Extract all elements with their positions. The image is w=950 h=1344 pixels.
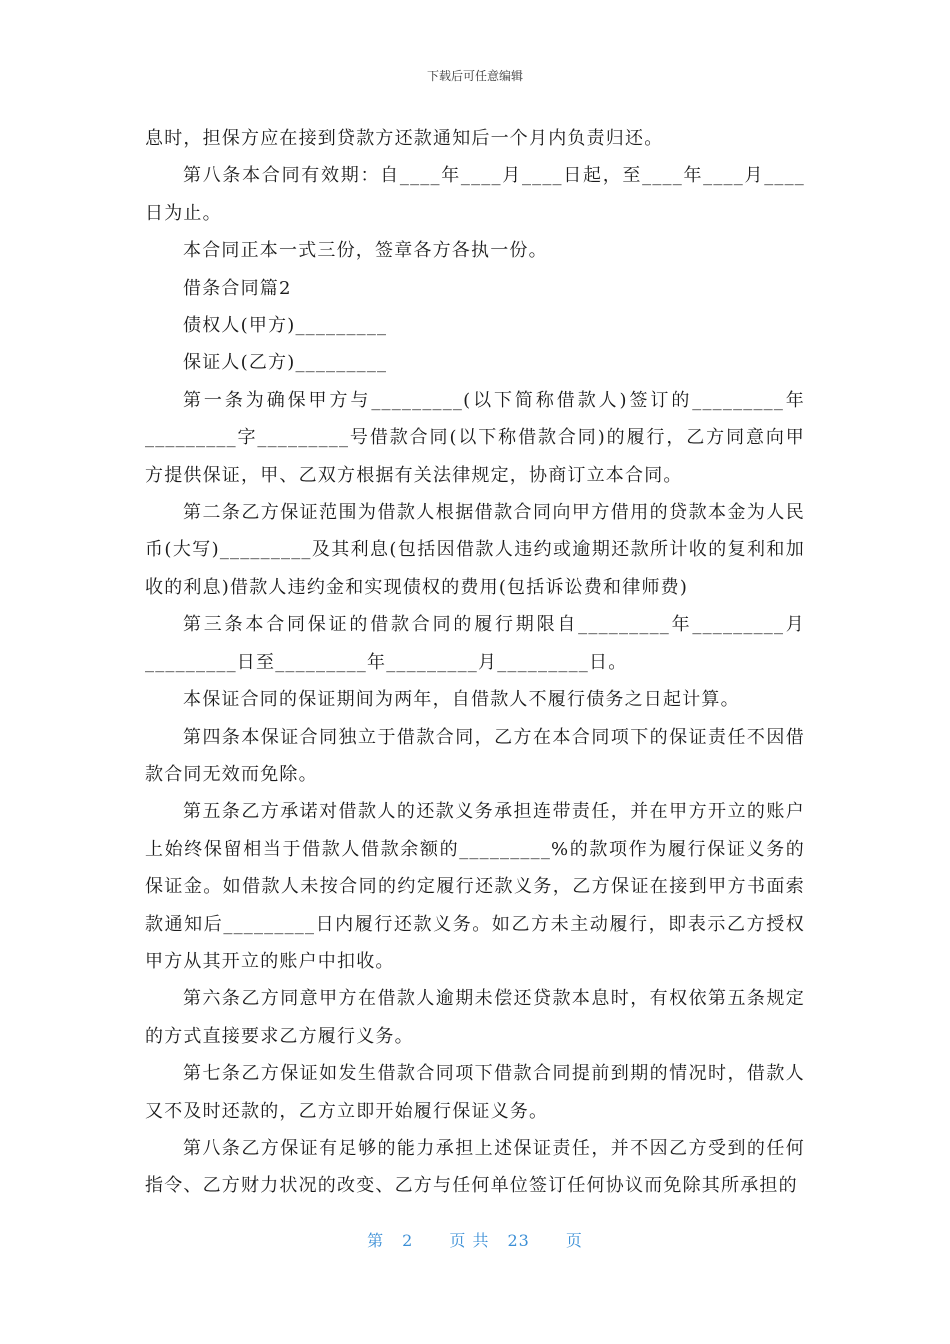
paragraph: 第五条乙方承诺对借款人的还款义务承担连带责任，并在甲方开立的账户上始终保留相当于借款人借款余额的_________%的款项作为履行保证义务的保证金。如借款人未按合同的约定履行还款义务，乙方保证在接到甲方书面索款通知后_________日内履行还款义务。如乙方未主动履行，即表示乙方授权甲方从其开立的账户中扣收。 [145,801,805,972]
footer-suffix: 页 [565,1231,583,1250]
page-header: 下载后可任意编辑 [426,69,523,83]
paragraph: 第八条本合同有效期：自____年____月____日起，至____年____月____日为止。 [145,165,805,224]
paragraph: 第八条乙方保证有足够的能力承担上述保证责任，并不因乙方受到的任何指令、乙方财力状况的改变、乙方与任何单位签订任何协议而免除其所承担的 [145,1137,805,1197]
paragraph: 第四条本保证合同独立于借款合同，乙方在本合同项下的保证责任不因借款合同无效而免除。 [145,726,805,785]
page-footer [0,1228,950,1251]
footer-total-pages: 23 [507,1231,530,1250]
paragraph: 债权人(甲方)_________ [183,315,388,337]
paragraph: 保证人(乙方)_________ [183,352,388,374]
paragraph: 本合同正本一式三份，签章各方各执一份。 [183,240,548,262]
paragraph: 第二条乙方保证范围为借款人根据借款合同向甲方借用的贷款本金为人民币(大写)_________及其利息(包括因借款人违约或逾期还款所计收的复利和加收的利息)借款人违约金和实现债权的费用(包括诉讼费和律师费) [145,502,805,598]
document-body [145,120,805,1205]
paragraph: 息时，担保方应在接到贷款方还款通知后一个月内负责归还。 [145,128,664,149]
footer-prefix: 第 [367,1231,385,1250]
paragraph: 第三条本合同保证的借款合同的履行期限自_________年_________月_________日至_________年_________月_________日。 [145,614,805,673]
paragraph: 第六条乙方同意甲方在借款人逾期未偿还贷款本息时，有权依第五条规定的方式直接要求乙方履行义务。 [145,988,805,1047]
paragraph: 第一条为确保甲方与_________(以下简称借款人)签订的_________年_________字_________号借款合同(以下称借款合同)的履行，乙方同意向甲方提供保证，甲、乙双方根据有关法律规定，协商订立本合同。 [145,389,805,486]
footer-middle: 页 共 [449,1231,490,1250]
paragraph: 本保证合同的保证期间为两年，自借款人不履行债务之日起计算。 [183,689,740,711]
section-title: 借条合同篇2 [183,277,292,299]
footer-page-number: 2 [402,1231,414,1250]
paragraph: 第七条乙方保证如发生借款合同项下借款合同提前到期的情况时，借款人又不及时还款的，乙方立即开始履行保证义务。 [145,1063,805,1122]
